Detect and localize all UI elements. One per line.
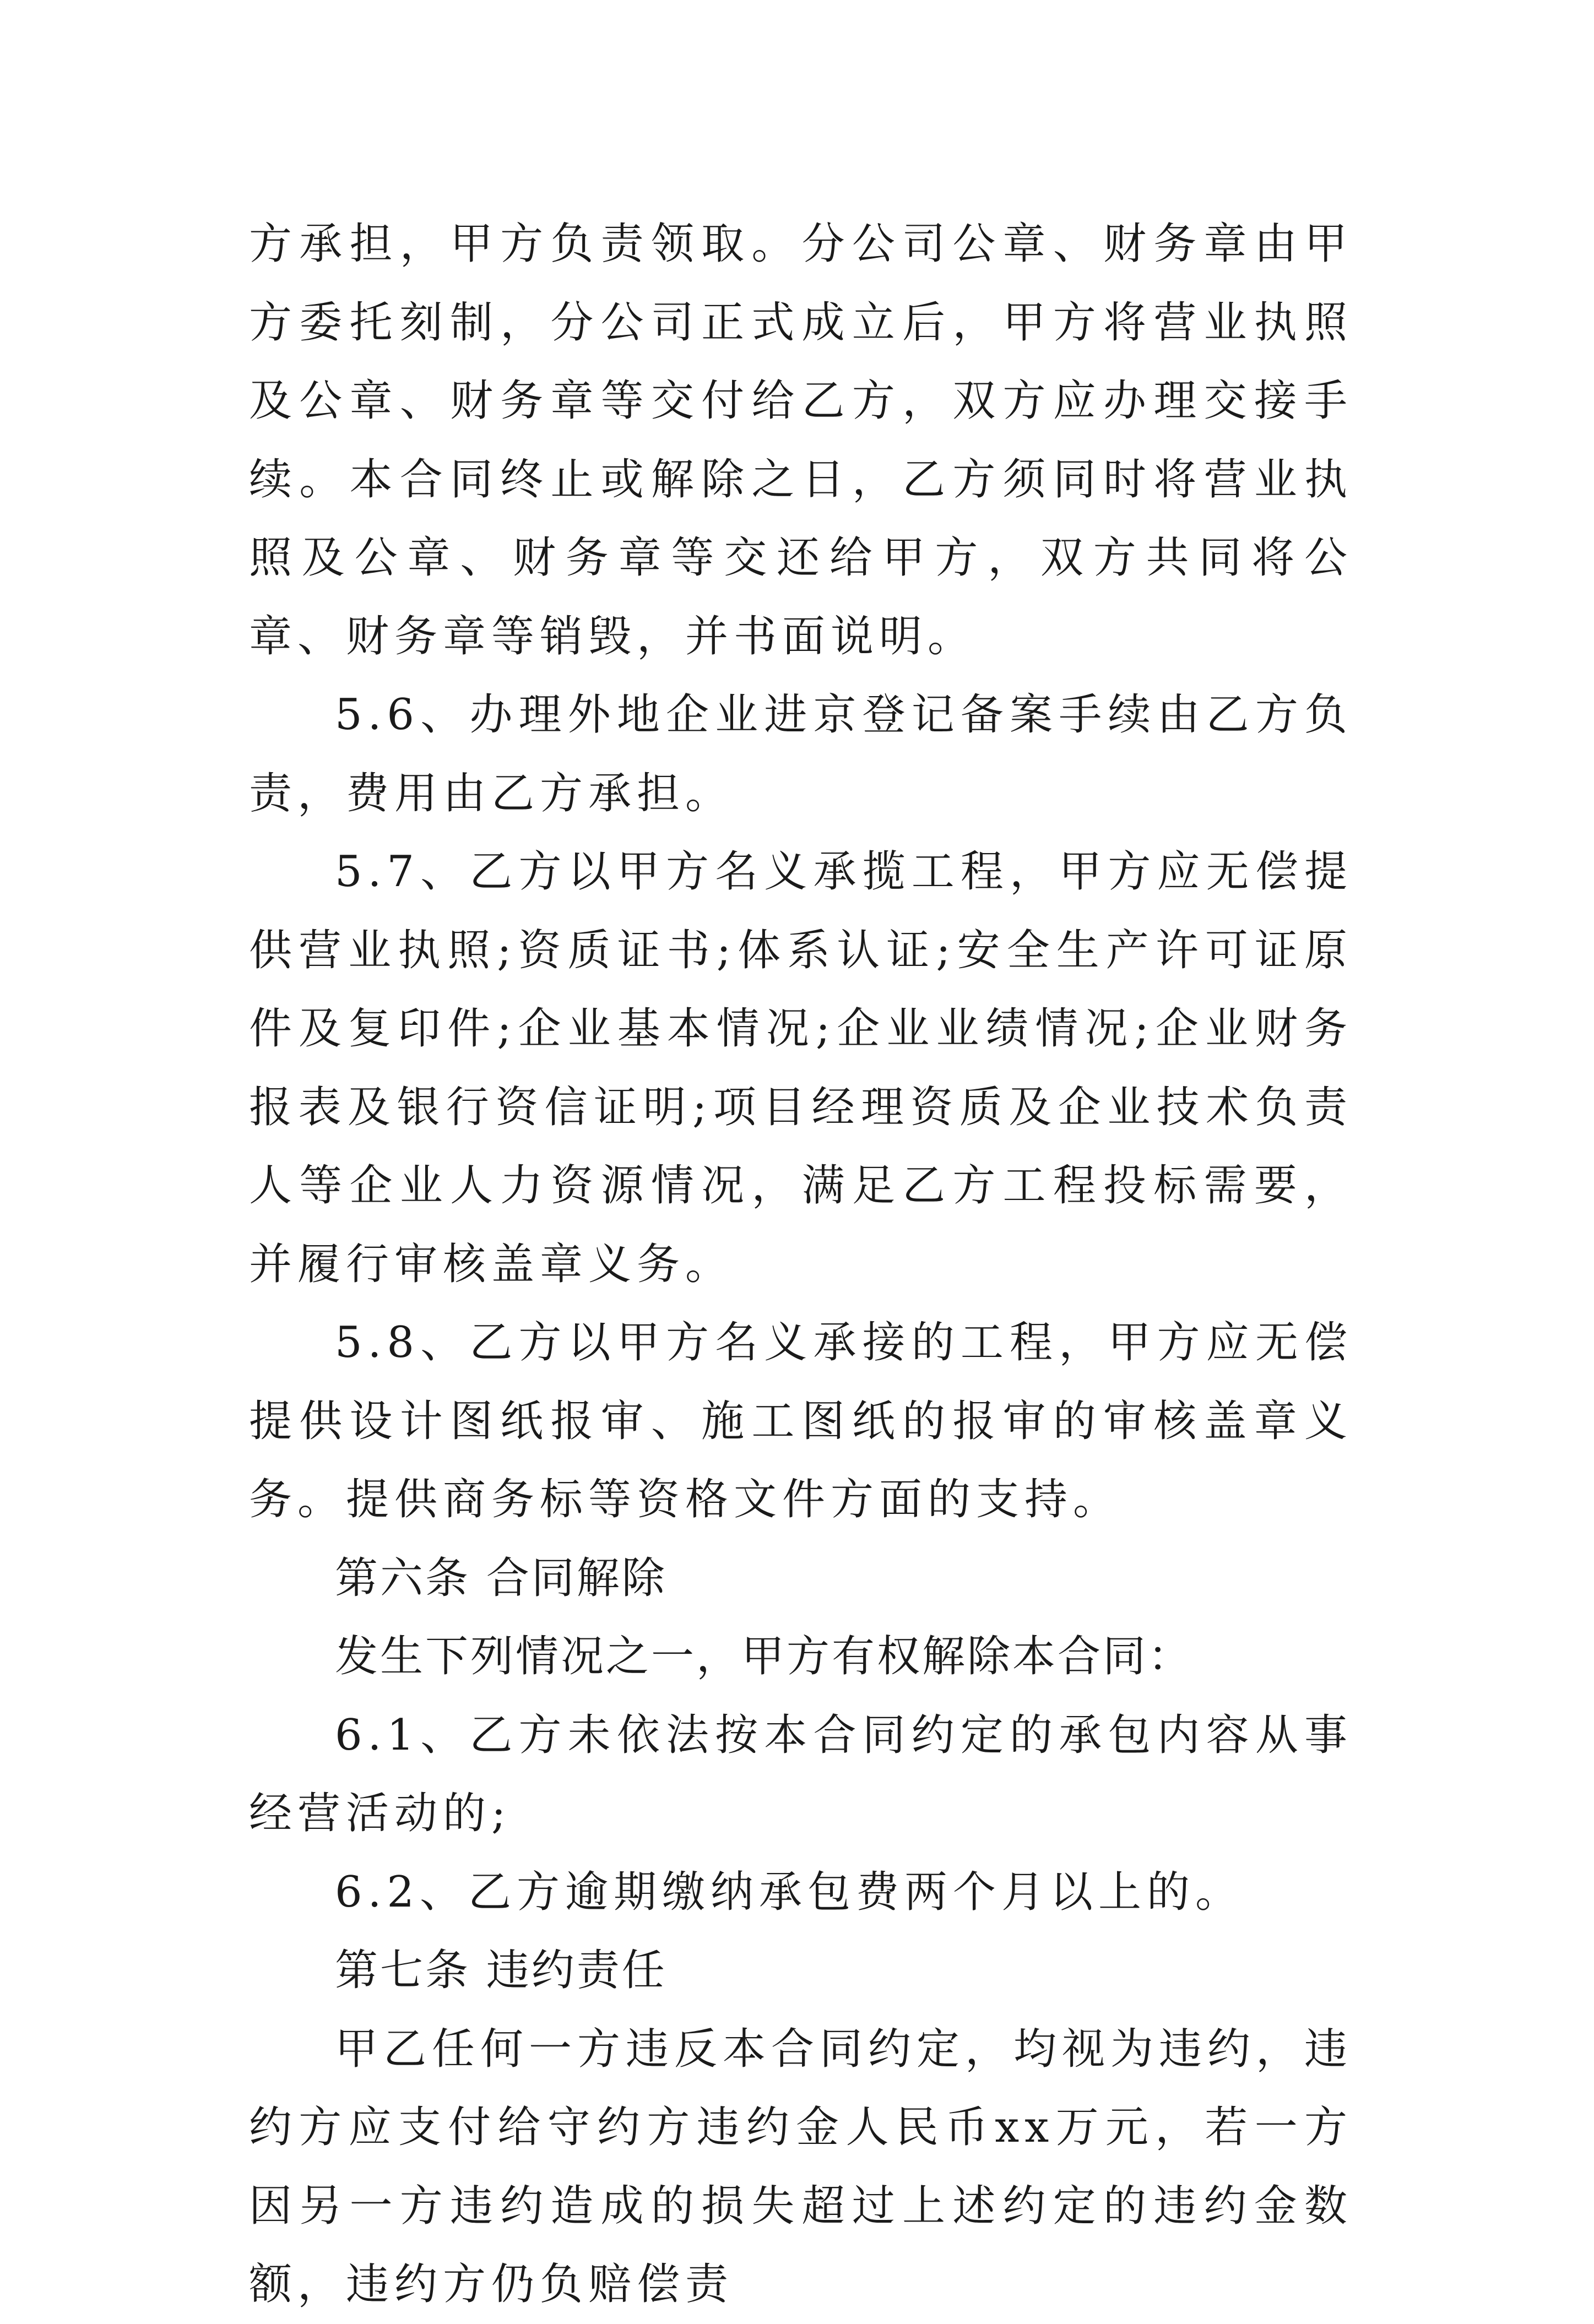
clause-5-7: 5.7、乙方以甲方名义承揽工程，甲方应无偿提供营业执照;资质证书;体系认证;安全生产许可证原件及复印件;企业基本情况;企业业绩情况;企业财务报表及银行资信证明;项目经理资质及企业技术负责人等企业人力资源情况，满足乙方工程投标需要，并履行审核盖章义务。 <box>249 847 1353 1289</box>
article-6-intro: 发生下列情况之一，甲方有权解除本合同： <box>335 1632 1194 1681</box>
article-7-body: 甲乙任何一方违反本合同约定，均视为违约，违约方应支付给守约方违约金人民币xx万元，若一方因另一方违约造成的损失超过上述约定的违约金数额，违约方仍负赔偿责 <box>249 2024 1353 2309</box>
article-6-heading: 第六条 合同解除 <box>335 1553 667 1603</box>
document-body <box>249 205 1353 2324</box>
clause-6-2: 6.2、乙方逾期缴纳承包费两个月以上的。 <box>335 1867 1244 1917</box>
clause-5-6: 5.6、办理外地企业进京登记备案手续由乙方负责，费用由乙方承担。 <box>249 690 1353 818</box>
paragraph-continuation: 方承担，甲方负责领取。分公司公章、财务章由甲方委托刻制，分公司正式成立后，甲方将营业执照及公章、财务章等交付给乙方，双方应办理交接手续。本合同终止或解除之日，乙方须同时将营业执照及公章、财务章等交还给甲方，双方共同将公章、财务章等销毁，并书面说明。 <box>249 219 1353 661</box>
clause-5-8: 5.8、乙方以甲方名义承接的工程，甲方应无偿提供设计图纸报审、施工图纸的报审的审核盖章义务。提供商务标等资格文件方面的支持。 <box>249 1318 1353 1524</box>
clause-6-1: 6.1、乙方未依法按本合同约定的承包内容从事经营活动的; <box>249 1710 1353 1838</box>
article-7-heading: 第七条 违约责任 <box>335 1946 667 1995</box>
